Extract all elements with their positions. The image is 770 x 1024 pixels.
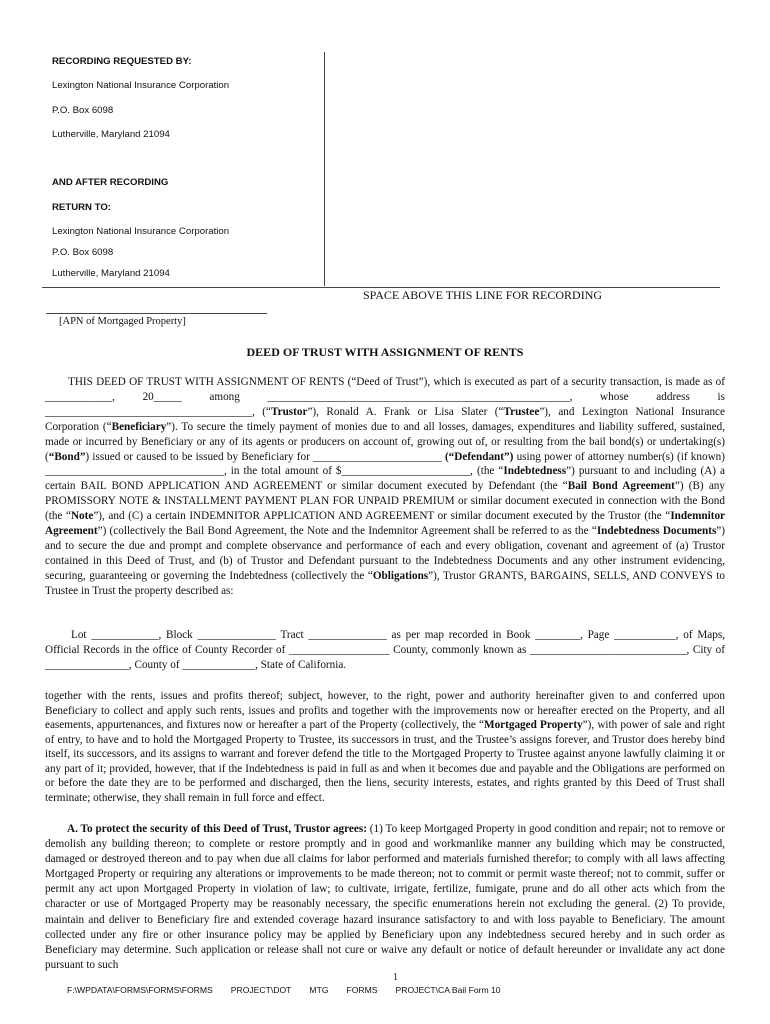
- paragraph-deed-intro: THIS DEED OF TRUST WITH ASSIGNMENT OF RENTS (“Deed of Trust”), which is executed as part of a security transaction, is made as of ____________, 20_____ among ______________________________________________________, whose address is _____________________________________, (“Trustor”), Ronald A. Frank or Lisa Slater (“Trustee”), and Lexington National Insurance Corporation (“Beneficiary”). To secure the timely payment of monies due to and all losses, damages, expenditures and liability suffered, sustained, made or incurred by Beneficiary or any of its agents or producers on account of, growing out of, or resulting from the bail bond(s) or undertaking(s) (“Bond”) issued or caused to be issued by Beneficiary for _______________________ (“Defendant”) using power of attorney number(s) (if known) ________________________________, in the total amount of $_______________________, (the “Indebtedness”) pursuant to and including (A) a certain BAIL BOND APPLICATION AND AGREEMENT or similar document executed by Defendant (the “Bail Bond Agreement”) (B) any PROMISSORY NOTE & INSTALLMENT PAYMENT PLAN FOR UNPAID PREMIUM or similar document executed in connection with the Bond (the “Note”), and (C) a certain INDEMNITOR APPLICATION AND AGREEMENT or similar document executed by the Trustor (the “Indemnitor Agreement”) (collectively the Bail Bond Agreement, the Note and the Indemnitor Agreement shall be referred to as the “Indebtedness Documents”) and to secure the due and prompt and complete observance and performance of each and every obligation, covenant and agreement of (a) Trustor contained in this Deed of Trust, and (b) of Trustor and Defendant pursuant to the Indebtedness Documents and any other instrument evidencing, securing, guaranteeing or governing the Indebtedness (collectively the “Obligations”), Trustor GRANTS, BARGAINS, SELLS, AND CONVEYS to Trustee in Trust the property described as:: [45, 376, 726, 597]
- requested-by-po-box: P.O. Box 6098: [52, 105, 114, 116]
- apn-signature-line: [46, 313, 267, 314]
- term-trustee: Trustee: [503, 405, 540, 418]
- and-after-recording-label: AND AFTER RECORDING: [52, 177, 169, 188]
- term-indebtedness-documents: Indebtedness Documents: [596, 525, 717, 538]
- term-indemnitor-agreement: Indemnitor Agreement: [45, 510, 726, 538]
- return-to-label: RETURN TO:: [52, 202, 111, 213]
- recording-requested-by-label: RECORDING REQUESTED BY:: [52, 56, 192, 67]
- return-to-po-box: P.O. Box 6098: [52, 247, 114, 258]
- term-mortgaged-property: Mortgaged Property: [484, 719, 583, 731]
- space-above-label: SPACE ABOVE THIS LINE FOR RECORDING: [363, 288, 603, 302]
- term-defendant: (“Defendant”): [444, 450, 514, 463]
- return-to-company: Lexington National Insurance Corporation: [52, 226, 230, 237]
- page-number: 1: [393, 972, 398, 983]
- term-trustor: Trustor: [270, 405, 308, 418]
- paragraph-trustor-agreements: A. To protect the security of this Deed of Trust, Trustor agrees: (1) To keep Mortgaged Property in good condition and repair; not to remove or demolish any building thereon; to complete or restore promptly and in good and workmanlike manner any building which may be constructed, damaged or destroyed thereon and to pay when due all claims for labor performed and materials furnished therefor; to comply with all laws affecting Mortgaged Property or requiring any alterations or improvements to be made thereon; not to commit or permit waste thereof; not to commit, suffer or permit any act upon Mortgaged Property in violation of law; to cultivate, irrigate, fertilize, fumigate, prune and do all other acts which from the character or use of Mortgaged Property may be reasonably necessary, the specific enumerations herein not excluding the general. (2) To provide, maintain and deliver to Beneficiary fire and extended coverage hazard insurance satisfactory to and with loss payable to Beneficiary. The amount collected under any fire or other insurance policy may be applied by Beneficiary upon any indebtedness secured hereby and in such order as Beneficiary may determine. Such application or release shall not cure or waive any default or notice of default hereunder or invalidate any act done pursuant to such: [45, 823, 725, 971]
- term-obligations: Obligations: [372, 569, 429, 582]
- term-beneficiary: Beneficiary: [111, 420, 167, 433]
- return-to-city-state: Lutherville, Maryland 21094: [52, 268, 170, 279]
- requested-by-city-state: Lutherville, Maryland 21094: [52, 129, 170, 140]
- term-indebtedness: Indebtedness: [503, 465, 567, 478]
- apn-label: [APN of Mortgaged Property]: [59, 316, 186, 327]
- term-bond: “Bond”: [48, 450, 86, 463]
- document-title: DEED OF TRUST WITH ASSIGNMENT OF RENTS: [246, 345, 524, 359]
- paragraph-rents-and-title: together with the rents, issues and profits thereof; subject, however, to the right, power and authority hereinafter given to and conferred upon Beneficiary to collect and apply such rents, issues and profits and together with the improvements now or hereafter erected on the Property, and all easements, appurtenances, and fixtures now or hereafter a part of the Property (collectively, the “Mortgaged Property”), with power of sale and right of entry, to have and to hold the Mortgaged Property to Trustee, its successors in trust, and the Trustee’s assigns forever, and Trustor does hereby bind itself, its successors, and its assigns to warrant and forever defend the title to the Mortgaged Property to Trustee against anyone lawfully claiming it or any part of it; provided, however, that if the Indebtedness is paid in full as and when it becomes due and payable and the Obligations are performed on or before the date they are to be performed and discharged, then the liens, security interests, estates, and rights granted by this Deed of Trust shall terminate; otherwise, they shall remain in full force and effect.: [45, 690, 725, 804]
- term-note: Note: [70, 510, 94, 523]
- footer-file-path: F:\WPDATA\FORMS\FORMS\FORMS PROJECT\DOT MTG FORMS PROJECT\CA Bail Form 10: [67, 985, 501, 995]
- recording-header: [0, 0, 770, 330]
- section-a-heading: A. To protect the security of this Deed of Trust, Trustor agrees:: [67, 823, 367, 835]
- header-vertical-divider: [324, 52, 325, 286]
- paragraph-property-description: Lot ____________, Block ______________ Tract ______________ as per map recorded in Book ________, Page ___________, of Maps, Official Records in the office of County Recorder of __________________ County, commonly known as ____________________________, City of _______________, County of _____________, State of California.: [45, 629, 725, 671]
- term-bail-bond-agreement: Bail Bond Agreement: [567, 480, 675, 493]
- requested-by-company: Lexington National Insurance Corporation: [52, 80, 230, 91]
